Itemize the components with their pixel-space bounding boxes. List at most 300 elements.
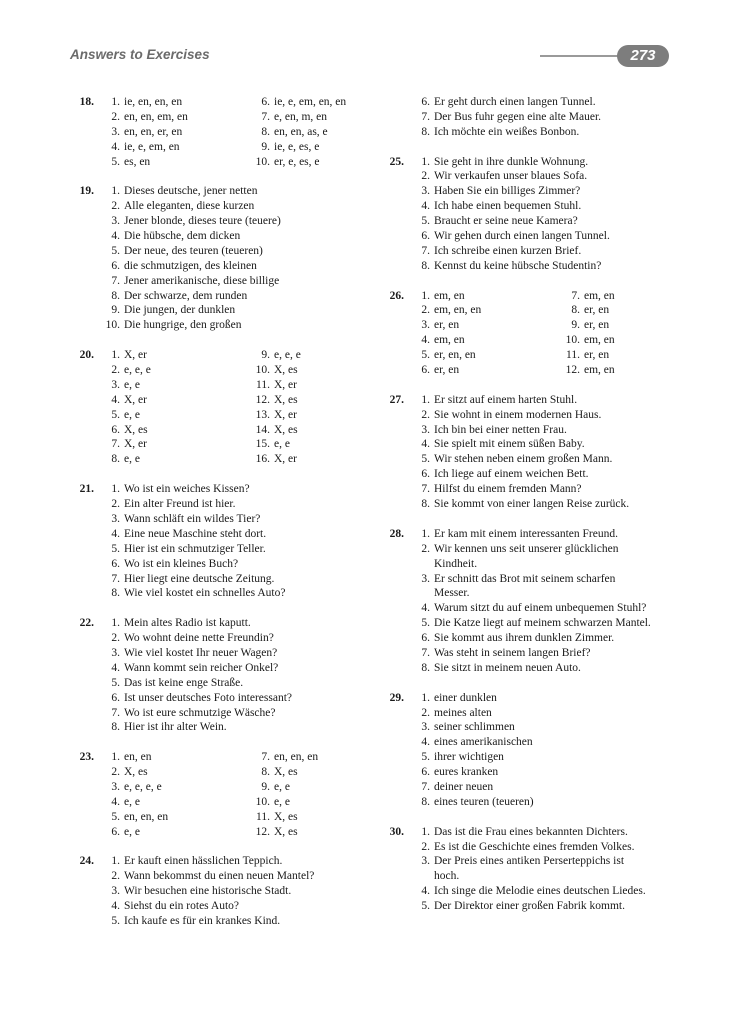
answer-item-number: 6.	[421, 632, 430, 645]
answer-item-text: ihrer wichtigen	[434, 751, 504, 764]
answer-line	[380, 184, 690, 199]
answer-line	[70, 497, 380, 512]
answer-line	[70, 854, 380, 869]
answer-item-text: en, en	[124, 751, 152, 764]
answer-item-number: 4.	[111, 527, 120, 540]
answer-item-number: 9.	[261, 780, 270, 793]
answer-item-number: 15.	[255, 438, 270, 451]
exercise-number: 18.	[79, 96, 94, 108]
answer-item-text: Siehst du ein rotes Auto?	[124, 900, 239, 913]
answer-item-number: 6.	[421, 230, 430, 243]
answer-item-text: e, e	[124, 378, 140, 391]
answer-item-text: Wir besuchen eine historische Stadt.	[124, 885, 292, 898]
answer-item-number: 4.	[421, 438, 430, 451]
answer-line	[70, 706, 380, 721]
answer-item-number: 2.	[111, 766, 120, 779]
answer-item-text: Hilfst du einem fremden Mann?	[434, 483, 582, 496]
answer-line	[70, 423, 380, 438]
answer-line	[70, 795, 380, 810]
answer-item-number: 2.	[111, 364, 120, 377]
answer-line	[70, 765, 380, 780]
answer-line	[380, 795, 690, 810]
answer-line	[70, 527, 380, 542]
answer-item-text: Ich möchte ein weißes Bonbon.	[434, 125, 580, 138]
answer-item-number: 7.	[111, 572, 120, 585]
answer-item-number: 7.	[111, 274, 120, 287]
answer-line	[70, 825, 380, 840]
answer-item-number: 2.	[421, 170, 430, 183]
answer-item-text: em, en	[434, 289, 465, 302]
answer-line	[70, 720, 380, 735]
answer-line	[70, 229, 380, 244]
answer-item-number: 6.	[421, 766, 430, 779]
answer-item-number: 2.	[111, 200, 120, 213]
answer-line	[70, 110, 380, 125]
answer-item-number: 2.	[421, 706, 430, 719]
answers-column-left	[70, 95, 380, 944]
exercise-number: 29.	[389, 691, 404, 704]
answer-item-number: 4.	[111, 140, 120, 153]
answer-line	[70, 184, 380, 199]
answer-item-number: 3.	[111, 646, 120, 659]
exercise-block	[380, 527, 690, 676]
answer-line	[380, 229, 690, 244]
answer-item-text: Ich bin bei einer netten Frau.	[434, 423, 567, 436]
answer-line	[380, 259, 690, 274]
answer-item-number: 4.	[421, 200, 430, 213]
answer-item-number: 2.	[421, 542, 430, 555]
answer-item-text: Wo wohnt deine nette Freundin?	[124, 632, 274, 645]
answer-line	[380, 646, 690, 661]
answer-line	[70, 542, 380, 557]
answer-item-number: 5.	[421, 617, 430, 630]
answer-item-text: Sie wohnt in einem modernen Haus.	[434, 408, 602, 421]
answer-line-continuation	[380, 869, 690, 884]
answer-item-number: 8.	[111, 453, 120, 466]
answer-line	[380, 408, 690, 423]
exercise-number: 20.	[79, 349, 94, 362]
answer-item-number: 4.	[111, 393, 120, 406]
answer-item-text: Dieses deutsche, jener netten	[124, 185, 258, 198]
answer-item-number: 6.	[111, 557, 120, 570]
answer-item-text: X, es	[274, 825, 298, 838]
answer-line	[380, 735, 690, 750]
answer-line	[70, 914, 380, 929]
answer-item-number: 16.	[255, 453, 270, 466]
answer-line	[380, 661, 690, 676]
exercise-block	[70, 750, 380, 839]
answer-item-text: Ich liege auf einem weichen Bett.	[434, 468, 589, 481]
answer-item-number: 4.	[421, 885, 430, 898]
exercise-block	[70, 95, 380, 169]
answer-item-number: 3.	[111, 215, 120, 228]
answer-line	[70, 780, 380, 795]
answer-item-text: Kennst du keine hübsche Studentin?	[434, 259, 602, 272]
answer-item-text: Die jungen, der dunklen	[124, 304, 236, 317]
answer-item-number: 6.	[111, 259, 120, 272]
exercise-number: 26.	[389, 289, 404, 302]
answer-item-text: X, es	[274, 393, 298, 406]
answer-line	[380, 691, 690, 706]
answer-item-number: 5.	[111, 408, 120, 421]
answer-item-number: 1.	[111, 185, 120, 198]
answer-item-text: er, en, en	[434, 349, 476, 362]
answer-item-number: 3.	[421, 185, 430, 198]
page-number-badge: 273	[617, 45, 669, 67]
answer-item-number: 7.	[111, 438, 120, 451]
answer-line	[380, 497, 690, 512]
answer-item-text: einer dunklen	[434, 691, 497, 704]
answer-item-number: 5.	[421, 215, 430, 228]
answer-item-text: e, e	[124, 408, 140, 421]
answer-item-number: 9.	[261, 349, 270, 362]
answer-item-number: 2.	[111, 498, 120, 511]
answer-item-number: 7.	[261, 751, 270, 764]
answer-item-text: Messer.	[434, 587, 470, 600]
answer-item-text: Sie sitzt in meinem neuen Auto.	[434, 661, 581, 674]
answer-item-text: en, en, en	[124, 810, 169, 823]
answer-item-number: 4.	[111, 661, 120, 674]
answer-item-text: em, en	[584, 334, 615, 347]
answer-item-text: er, en	[584, 304, 610, 317]
answer-item-number: 3.	[421, 319, 430, 332]
answer-line	[70, 750, 380, 765]
answer-item-text: er, e, es, e	[274, 155, 320, 168]
answer-line	[380, 393, 690, 408]
exercise-block	[380, 95, 690, 140]
answer-item-text: er, en	[434, 319, 460, 332]
answer-item-text: Die hungrige, den großen	[124, 319, 242, 332]
answer-line	[380, 572, 690, 587]
answer-item-number: 8.	[111, 289, 120, 302]
answer-item-number: 1.	[421, 289, 430, 302]
exercise-block	[380, 393, 690, 512]
answer-item-number: 14.	[255, 423, 270, 436]
answer-item-number: 3.	[421, 572, 430, 585]
answer-line	[70, 884, 380, 899]
answer-item-text: Wo ist eure schmutzige Wäsche?	[124, 706, 276, 719]
answer-line	[70, 631, 380, 646]
answer-item-number: 7.	[571, 289, 580, 302]
answer-item-number: 7.	[421, 646, 430, 659]
answer-line	[70, 259, 380, 274]
answer-item-text: Er schnitt das Brot mit seinem scharfen	[434, 572, 616, 585]
answer-item-text: Eine neue Maschine steht dort.	[124, 527, 267, 540]
exercise-number: 23.	[79, 751, 94, 764]
answer-item-number: 5.	[421, 349, 430, 362]
answer-item-text: Ich habe einen bequemen Stuhl.	[434, 200, 582, 213]
answer-item-text: Alle eleganten, diese kurzen	[124, 200, 255, 213]
answer-item-number: 7.	[421, 110, 430, 123]
exercise-block	[380, 289, 690, 378]
answer-item-number: 3.	[421, 855, 430, 868]
answer-item-number: 6.	[421, 96, 430, 108]
answer-line	[70, 348, 380, 363]
answer-line	[380, 318, 690, 333]
answer-item-number: 1.	[421, 825, 430, 838]
answer-line	[70, 318, 380, 333]
answer-item-number: 8.	[421, 498, 430, 511]
answer-item-text: Ich singe die Melodie eines deutschen Liedes.	[434, 885, 646, 898]
answer-item-text: eures kranken	[434, 766, 499, 779]
answer-line	[70, 95, 380, 110]
answer-item-text: Das ist die Frau eines bekannten Dichters.	[434, 825, 628, 838]
exercise-block	[380, 155, 690, 274]
page-header	[0, 0, 737, 80]
answer-line	[380, 437, 690, 452]
answer-item-text: meines alten	[434, 706, 492, 719]
answer-item-text: die schmutzigen, des kleinen	[124, 259, 257, 272]
answer-item-text: X, er	[274, 408, 297, 421]
answer-line	[70, 869, 380, 884]
answer-line	[70, 140, 380, 155]
answer-item-text: e, e	[274, 438, 290, 451]
answer-item-text: er, en	[584, 349, 610, 362]
answer-line	[70, 482, 380, 497]
answer-item-text: eines amerikanischen	[434, 736, 533, 749]
answer-line	[380, 780, 690, 795]
answer-item-text: e, e	[124, 795, 140, 808]
answer-item-text: ie, en, en, en	[124, 96, 183, 108]
exercise-number: 24.	[79, 855, 94, 868]
answer-line	[380, 825, 690, 840]
answer-item-text: en, en, er, en	[124, 125, 183, 138]
answer-item-number: 1.	[421, 527, 430, 540]
answer-line	[380, 169, 690, 184]
answer-line	[70, 199, 380, 214]
answer-item-text: ie, e, em, en	[124, 140, 180, 153]
answer-item-number: 1.	[111, 96, 120, 108]
answer-item-text: X, es	[274, 364, 298, 377]
answer-item-text: e, e	[124, 453, 140, 466]
answer-item-number: 12.	[255, 393, 270, 406]
answer-item-number: 12.	[255, 825, 270, 838]
answer-line	[70, 244, 380, 259]
answer-line	[380, 527, 690, 542]
answer-item-text: es, en	[124, 155, 151, 168]
answer-item-text: e, e	[274, 780, 290, 793]
answer-item-text: Er geht durch einen langen Tunnel.	[434, 96, 596, 108]
answer-item-text: Hier liegt eine deutsche Zeitung.	[124, 572, 275, 585]
answer-item-number: 8.	[421, 795, 430, 808]
answer-line	[380, 601, 690, 616]
running-title: Answers to Exercises	[70, 47, 210, 62]
answer-line	[380, 467, 690, 482]
exercise-number: 19.	[79, 185, 94, 198]
answer-item-number: 1.	[111, 855, 120, 868]
answer-item-number: 8.	[571, 304, 580, 317]
answer-item-number: 1.	[421, 393, 430, 406]
answer-item-text: e, e, e	[124, 364, 151, 377]
exercise-number: 22.	[79, 617, 94, 630]
answer-item-number: 3.	[111, 885, 120, 898]
answer-item-number: 6.	[261, 96, 270, 108]
answer-item-text: Die hübsche, dem dicken	[124, 230, 241, 243]
answer-item-text: Wie viel kostet ein schnelles Auto?	[124, 587, 286, 600]
answer-item-number: 7.	[421, 244, 430, 257]
exercise-block	[380, 691, 690, 810]
answer-item-text: ie, e, em, en, en	[274, 96, 347, 108]
answer-item-number: 3.	[111, 125, 120, 138]
answer-item-number: 9.	[261, 140, 270, 153]
answer-item-number: 9.	[111, 304, 120, 317]
answer-item-number: 2.	[421, 408, 430, 421]
answer-line	[70, 274, 380, 289]
answer-line	[70, 408, 380, 423]
answer-item-text: Wann bekommst du einen neuen Mantel?	[124, 870, 315, 883]
answer-item-number: 1.	[421, 155, 430, 168]
answers-column-right	[380, 95, 690, 929]
answer-item-number: 4.	[421, 602, 430, 615]
answer-item-text: en, en, en	[274, 751, 319, 764]
answer-item-number: 13.	[255, 408, 270, 421]
answer-item-text: hoch.	[434, 870, 460, 883]
answer-item-number: 2.	[111, 110, 120, 123]
answer-item-number: 3.	[111, 512, 120, 525]
answer-line	[380, 840, 690, 855]
answer-line	[70, 691, 380, 706]
answer-item-text: Wann schläft ein wildes Tier?	[124, 512, 261, 525]
answer-item-text: X, es	[274, 810, 298, 823]
answer-item-text: em, en	[434, 334, 465, 347]
answer-line	[380, 199, 690, 214]
answer-item-text: e, e, e	[274, 349, 301, 362]
exercise-block	[70, 482, 380, 601]
answer-item-number: 2.	[421, 840, 430, 853]
answer-item-text: Jener amerikanische, diese billige	[124, 274, 280, 287]
answer-item-text: X, er	[274, 453, 297, 466]
answer-item-number: 1.	[111, 483, 120, 496]
answer-item-text: X, es	[124, 423, 148, 436]
answer-item-number: 8.	[111, 587, 120, 600]
answer-item-text: er, en	[434, 364, 460, 377]
answer-item-number: 5.	[111, 155, 120, 168]
answer-item-number: 8.	[261, 125, 270, 138]
answer-item-number: 7.	[421, 483, 430, 496]
answer-item-text: Ein alter Freund ist hier.	[124, 498, 236, 511]
answer-item-text: Mein altes Radio ist kaputt.	[124, 617, 251, 630]
answer-line	[380, 542, 690, 557]
answer-item-text: Der Preis eines antiken Perserteppichs ist	[434, 855, 625, 868]
answer-line	[70, 586, 380, 601]
answer-item-number: 4.	[111, 230, 120, 243]
answer-line	[70, 616, 380, 631]
answer-item-text: Der Direktor einer großen Fabrik kommt.	[434, 900, 625, 913]
answer-item-number: 5.	[111, 810, 120, 823]
answer-line	[70, 572, 380, 587]
answer-line	[380, 95, 690, 110]
answer-item-number: 2.	[111, 870, 120, 883]
answer-item-text: Der Bus fuhr gegen eine alte Mauer.	[434, 110, 602, 123]
answer-item-text: e, e	[124, 825, 140, 838]
exercise-number: 25.	[389, 155, 404, 168]
answer-item-text: Ich schreibe einen kurzen Brief.	[434, 244, 582, 257]
answer-item-number: 8.	[421, 661, 430, 674]
answer-line	[70, 303, 380, 318]
answer-item-number: 10.	[255, 155, 270, 168]
answer-item-number: 1.	[111, 617, 120, 630]
answer-item-text: em, en	[584, 364, 615, 377]
answer-line	[380, 348, 690, 363]
answer-item-number: 4.	[111, 795, 120, 808]
answer-item-text: e, e	[274, 795, 290, 808]
answer-line	[70, 289, 380, 304]
answer-item-text: Braucht er seine neue Kamera?	[434, 215, 578, 228]
answer-line	[380, 765, 690, 780]
answer-item-text: Kindheit.	[434, 557, 478, 570]
answer-line	[380, 363, 690, 378]
answer-line-continuation	[380, 557, 690, 572]
answer-item-text: Der neue, des teuren (teueren)	[124, 244, 263, 257]
answer-line	[380, 155, 690, 170]
answer-line	[70, 363, 380, 378]
answer-item-number: 5.	[421, 751, 430, 764]
answer-item-number: 12.	[565, 364, 580, 377]
answer-line	[380, 125, 690, 140]
answer-item-text: Hier ist ein schmutziger Teller.	[124, 542, 266, 555]
answer-item-number: 6.	[111, 423, 120, 436]
answer-item-number: 10.	[105, 319, 120, 332]
answer-item-text: Er sitzt auf einem harten Stuhl.	[434, 393, 578, 406]
answer-item-text: Sie geht in ihre dunkle Wohnung.	[434, 155, 589, 168]
answer-item-text: X, er	[274, 378, 297, 391]
answer-line	[70, 125, 380, 140]
answer-line	[380, 482, 690, 497]
exercise-number: 27.	[389, 393, 404, 406]
answer-line	[70, 214, 380, 229]
answer-item-text: Wir kennen uns seit unserer glücklichen	[434, 542, 619, 555]
answer-line	[380, 289, 690, 304]
answer-item-number: 5.	[111, 244, 120, 257]
answer-item-text: Warum sitzt du auf einem unbequemen Stuhl?	[434, 602, 647, 615]
answer-item-text: X, er	[124, 393, 147, 406]
answer-item-number: 5.	[111, 542, 120, 555]
answer-item-number: 2.	[111, 632, 120, 645]
answer-line	[70, 393, 380, 408]
answer-item-text: Ich kaufe es für ein krankes Kind.	[124, 914, 281, 927]
answer-item-text: Wann kommt sein reicher Onkel?	[124, 661, 279, 674]
answer-item-text: en, en, em, en	[124, 110, 188, 123]
answer-item-number: 7.	[421, 780, 430, 793]
answer-item-number: 6.	[421, 364, 430, 377]
answer-item-number: 6.	[421, 468, 430, 481]
answer-item-text: eines teuren (teueren)	[434, 795, 534, 808]
answer-item-number: 8.	[421, 125, 430, 138]
answer-item-number: 3.	[111, 780, 120, 793]
exercise-number: 30.	[389, 825, 404, 838]
answer-item-text: Wir gehen durch einen langen Tunnel.	[434, 230, 610, 243]
answer-item-text: en, en, as, e	[274, 125, 328, 138]
answer-item-text: Sie spielt mit einem süßen Baby.	[434, 438, 585, 451]
answer-line	[70, 810, 380, 825]
exercise-block	[70, 616, 380, 735]
answer-item-text: Hier ist ihr alter Wein.	[124, 721, 227, 734]
answer-item-number: 6.	[111, 825, 120, 838]
answer-item-text: em, en	[584, 289, 615, 302]
answer-item-number: 3.	[421, 423, 430, 436]
answer-line	[380, 750, 690, 765]
answer-item-text: Er kauft einen hässlichen Teppich.	[124, 855, 283, 868]
answer-item-number: 11.	[256, 378, 270, 391]
answer-item-text: X, er	[124, 349, 147, 362]
answer-item-text: Wir stehen neben einem großen Mann.	[434, 453, 613, 466]
answer-line	[70, 512, 380, 527]
answer-item-number: 3.	[421, 721, 430, 734]
answer-line	[380, 303, 690, 318]
answer-item-text: seiner schlimmen	[434, 721, 515, 734]
answer-line	[70, 676, 380, 691]
answer-item-number: 5.	[111, 676, 120, 689]
